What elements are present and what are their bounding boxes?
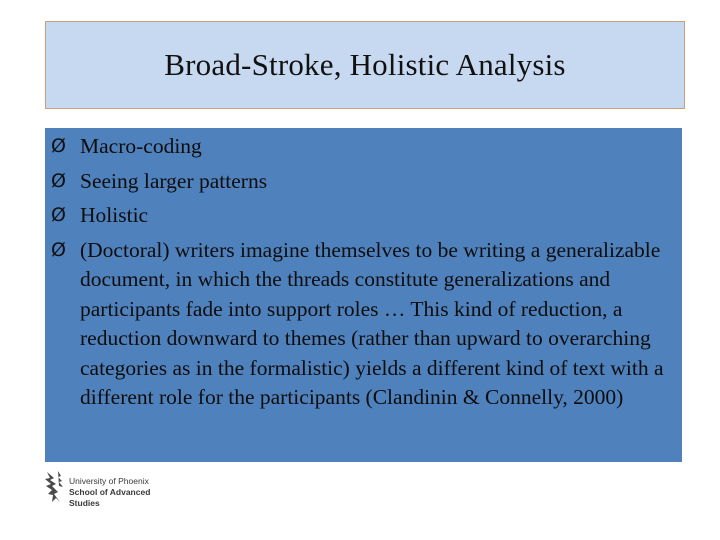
list-item <box>0 128 682 162</box>
arrow-bullet-icon: Ø <box>51 169 66 192</box>
arrow-bullet-icon: Ø <box>51 204 66 226</box>
bullet-text: Macro-coding <box>80 134 202 158</box>
phoenix-logo-icon <box>44 468 68 508</box>
list-item <box>0 167 682 197</box>
slide-title-box <box>45 21 685 109</box>
slide-title: Broad-Stroke, Holistic Analysis <box>164 47 566 82</box>
bullet-text: Holistic <box>80 203 149 227</box>
list-item <box>0 201 682 231</box>
bullet-text: (Doctoral) writers imagine themselves to be writing a generalizable document, in which the threads constitute generalizations and participants fade into support roles … This kind of reduction, a reduction downward to themes (rather than upward to overarching categories as in the formalistic) yields a different kind of text with a different role for the participants (Clandinin & Connelly, 2000) <box>80 237 664 409</box>
list-item <box>0 236 682 413</box>
logo-university-text: University of Phoenix <box>69 476 149 486</box>
bullet-text: Seeing larger patterns <box>80 168 268 193</box>
logo-school-text: School of Advanced <box>69 487 151 497</box>
bullet-list <box>0 128 682 418</box>
university-logo <box>44 468 174 514</box>
logo-studies-text: Studies <box>69 498 100 508</box>
arrow-bullet-icon: Ø <box>51 238 66 261</box>
arrow-bullet-icon: Ø <box>51 135 66 157</box>
